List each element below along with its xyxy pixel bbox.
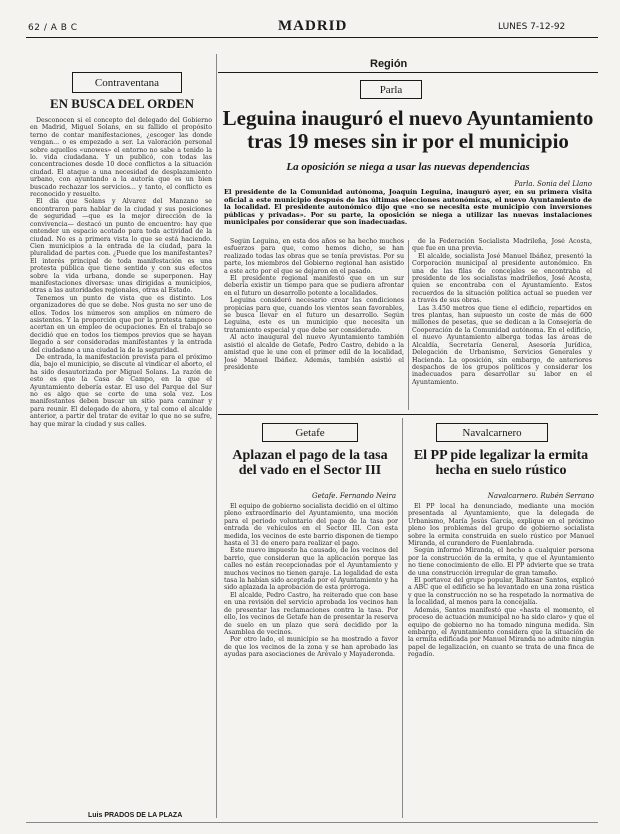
section-title: MADRID <box>278 18 348 34</box>
naval-paragraph: Según informó Miranda, el hecho a cualquier persona por la construcción de la ermita, y que el Ayuntamiento no tiene conocimiento de ello. El PP advierte que se trata de una construcción irregular de gran tamaño. <box>408 547 594 577</box>
naval-body <box>408 503 594 813</box>
parla-byline: Parla. Sonia del Llano <box>514 180 592 188</box>
parla-paragraph: El alcalde, socialista José Manuel Ibáñez, presentó la Corporación municipal al presidente autonómico. En una de las filas de concejales se encontraba el presidente de los socialistas madrileños, José Acosta, quien se encontraba con el Ayuntamiento. Estos recuerdos de la situación política actual se pueden ver a través de sus obras. <box>412 252 592 305</box>
parla-kicker-box <box>360 80 422 99</box>
left-paragraph: El día que Solans y Alvarez del Manzano se encontraron para hablar de la ciudad y sus posiciones de seguridad —que es la mejor dirección de la convivencia— destacó un punto de encuentro: hay que entender un espacio acotado para toda actividad de la ciudad. No es a primera vista lo que se está haciendo. Cien municipios a la entrada de la ciudad, para la pluralidad de partes con. ¿Puede que los manifestantes? El interés principal de toda manifestación es una protesta pública que tiene sentido y con sus efectos sobre la vida urbana, donde se superponen. Hay manifestaciones diversas: unas dirigidas a municipios, otras a las autoridades regionales, otras al Estado. <box>30 198 212 295</box>
getafe-headline: Aplazan el pago de la tasa del vado en el Sector III <box>232 448 388 479</box>
naval-headline: El PP pide legalizar la ermita hecha en suelo rústico <box>413 448 589 479</box>
naval-paragraph: Además, Santos manifestó que «hasta el momento, el proceso de actuación municipal no ha sido claro» y que el equipo de gobierno no ha tomado ninguna medida. Sin embargo, el Ayuntamiento considera que la situación de la ermita edificada por Manuel Miranda no admite ningún papel de legalización, en cuanto se trata de una finca de regadío. <box>408 606 594 659</box>
parla-paragraph: El presidente regional manifestó que en un sur debería existir un tiempo para que se pudiera afrontar en el futuro un desarrollo potente a localidades. <box>224 275 404 297</box>
left-kicker: Contraventana <box>94 76 160 89</box>
naval-paragraph: El PP local ha denunciado, mediante una moción presentada al Ayuntamiento, que la delegada de Urbanismo, María Jesús García, explique en el próximo pleno los problemas del grupo de gobierno socialista sobre la ermita construida en suelo rústico por Manuel Miranda, el curandero de Fuenlabrada. <box>408 503 594 548</box>
left-body <box>30 117 212 807</box>
getafe-kicker-box <box>262 423 358 442</box>
naval-paragraph: El portavoz del grupo popular, Baltasar Santos, explicó a ABC que el edificio se ha levantado en una zona rústica y que la construcción no se ha respetado la normativa de la localidad, al menos para la concejalía. <box>408 577 594 607</box>
getafe-paragraph: El alcalde, Pedro Castro, ha reiterado que con base en una revisión del servicio aprobada los vecinos han de presentar las reclamaciones contra la tasa. Por ello, los vecinos de Getafe han de presentar la reserva de suelo en un plazo que será decidido por la Asamblea de vecinos. <box>224 591 398 636</box>
naval-kicker: Navalcarnero <box>462 426 522 439</box>
getafe-paragraph: Este nuevo impuesto ha causado, de los vecinos del barrio, que consideran que la aplicación porque las calles no están recepcionadas por el Ayuntamiento y muchos vecinos no tienen garaje. La legalidad de esta tasa la habían sido aceptada por el Ayuntamiento y ha sido aplazada la aprobación de esta prórroga. <box>224 547 398 592</box>
left-paragraph: Tenemos un punto de vista que es distinto. Los organizadores de que se debe. Nos gusta no ser uno de ellos. Todos los números son amplios en número de asistentes. Y la proporción que por la protesta tampoco acertan en un empleo de ocupaciones. En el trabajo se decidió que en todos los tiempos previos que se hayan llegado a ser consideradas manifestantes y la entrada del ciudadano a una ciudad la de la seguridad. <box>30 294 212 354</box>
bottom-col-divider <box>402 418 403 818</box>
parla-paragraph: Las 3.450 metros que tiene el edificio, repartidos en tres plantas, han supuesto un coste de más de 600 millones de pesetas, que se dedican a la Consejería de Cooperación de la Comunidad autónoma. En el edificio, el nuevo Ayuntamiento alberga todas las áreas de Alcaldía, Secretaría General, Asesoría Jurídica, Delegación de Urbanismo, Servicios Generales y Hacienda. La oposición, sin embargo, de anteriores despachos de los grupos políticos y considerar los inadecuados para desarrollar su labor en el Ayuntamiento. <box>412 304 592 386</box>
header-rule <box>26 37 598 38</box>
region-label: Región <box>370 58 408 70</box>
getafe-paragraph: Por otro lado, el municipio se ha mostrado a favor de que los vecinos de la zona y se han aprobado las ayudas para asociaciones de Arévalo y Mayaderonda. <box>224 636 398 659</box>
getafe-byline: Getafe. Fernando Neira <box>311 492 396 500</box>
parla-col-divider <box>408 240 409 410</box>
getafe-body <box>224 503 398 813</box>
left-kicker-box <box>72 72 182 93</box>
left-paragraph: Desconocen si el concepto del delegado del Gobierno en Madrid, Miguel Solans, en su fallido el propósito terno de contar manifestaciones, ¿escoger las donde vengan... o es empezado a ser. La valoración personal sobre aquellos «unowes» el entorno no sabe a tenido la lo. vida ciudadana. Y un publicó, con todas las concentraciones desde 10 doce conflictos a la situación ciudad. El ataque a una necesidad de desplazamiento urbano, con ayuntando a la autoría que es un bien buscado rechazar los servicios... y tanto, el conflicto es reconocido y resuelto. <box>30 117 212 199</box>
naval-kicker-box <box>436 423 548 442</box>
parla-kicker: Parla <box>379 83 403 96</box>
section-divider <box>218 414 598 415</box>
parla-paragraph: de la Federación Socialista Madrileña, José Acosta, que fue en una previa. <box>412 238 592 253</box>
left-paragraph: De entrada, la manifestación prevista para el próximo día, bajo el municipio, se discute al vindicar el aborto, el ha sido desautorizada por Miguel Solans. La razón de esto es que la Casa de Campo, en la que el Ayuntamiento debería estar. El uso del Parque del Sur no es algo que se corte de una sola vez. Los manifestantes deben buscar un sitio para caminar y para reunir. El delegado de ahora, y tal como el alcalde anterior, a partir del tratar de evitar lo que no se sufre, hay que mirar la ciudad y sus calles. <box>30 354 212 428</box>
left-signature: Luis PRADOS DE LA PLAZA <box>88 812 183 819</box>
parla-col-1 <box>224 238 404 410</box>
footer-rule <box>26 822 598 823</box>
page-number: 62 / A B C <box>28 23 78 33</box>
getafe-paragraph: El equipo de gobierno socialista decidió en el último pleno extraordinario del Ayuntamiento, una moción para el periodo voluntario del pago de la tasa por entrada de vehículos en el Sector III. Con esta medida, los vecinos de este barrio disponen de tiempo hasta el 31 de enero para realizar el pago. <box>224 503 398 548</box>
parla-col-2 <box>412 238 592 410</box>
getafe-kicker: Getafe <box>295 426 325 439</box>
parla-subhead: La oposición se niega a usar las nuevas dependencias <box>286 161 530 173</box>
parla-paragraph: Según Leguina, en esta dos años se ha hecho muchos esfuerzos para que, como hemos dicho, se han realizado todas las obras que se tenía previstas. Por su parte, los miembros del Gobierno regional han asistido a este acto por el que se dejaron en el pasado. <box>224 238 404 275</box>
parla-paragraph: Leguina consideró necesario crear las condiciones propicias para que, cuando los vientos sean favorables, se busca llevar en el futuro un desarrollo. Según Leguina, este es un municipio que necesita un tratamiento especial y que debe ser considerado. <box>224 297 404 334</box>
column-divider <box>216 54 217 818</box>
left-headline: EN BUSCA DEL ORDEN <box>49 96 195 111</box>
page-date: LUNES 7-12-92 <box>498 22 566 32</box>
parla-lead: El presidente de la Comunidad autónoma, Joaquín Leguina, inauguró ayer, en su primera visita oficial a este municipio después de las últimas elecciones autonómicas, el nuevo Ayuntamiento de la localidad. El presidente autonómico dijo que «no se necesita este municipio con inversiones públicas y privadas». Por su parte, la oposición se niega a utilizar las nuevas instalaciones municipales por considerar que son inadecuadas. <box>224 189 592 227</box>
naval-byline: Navalcarnero. Rubén Serrano <box>487 492 594 500</box>
region-rule <box>218 72 598 73</box>
parla-paragraph: Al acto inaugural del nuevo Ayuntamiento también asistió el alcalde de Getafe, Pedro Castro, debido a la amistad que le une con el primer edil de la localidad, José Manuel Ibáñez. Además, también asistió el presidente <box>224 334 404 371</box>
parla-headline: Leguina inauguró el nuevo Ayuntamiento tras 19 meses sin ir por el municipio <box>222 106 594 154</box>
